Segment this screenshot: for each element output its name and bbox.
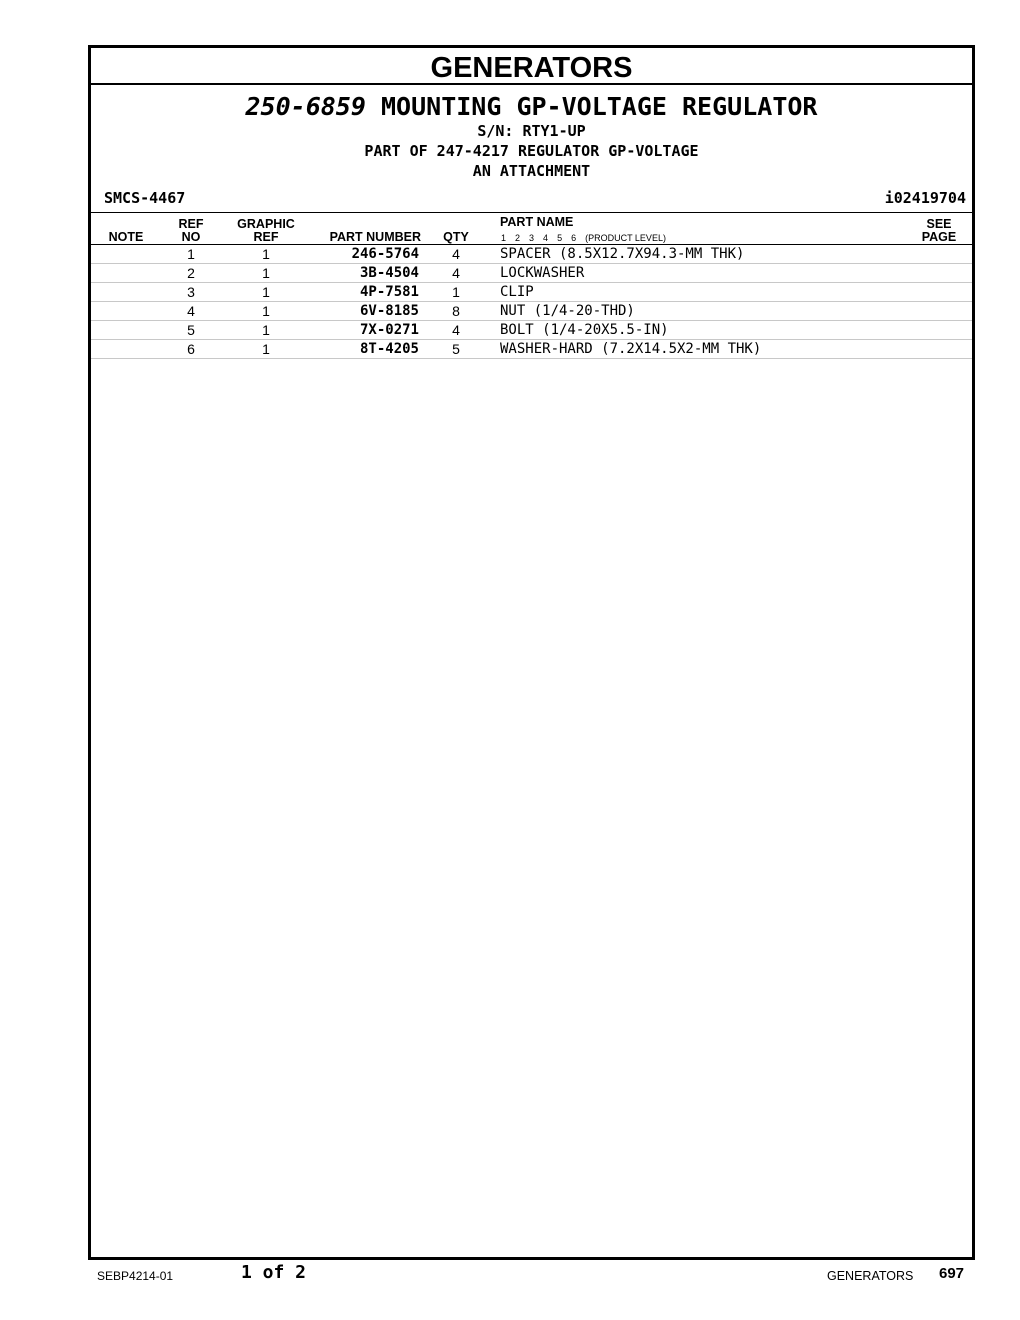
header-see-page: PAGE [921, 230, 957, 244]
table-row [91, 264, 972, 283]
part-name: LOCKWASHER [500, 265, 585, 281]
part-number: 8T-4205 [359, 341, 419, 357]
footer-page-number: 697 [939, 1265, 965, 1282]
ref-no: 2 [187, 265, 195, 281]
footer-page-of: 1 of 2 [241, 1262, 307, 1283]
group-number: 250-6859 [245, 92, 366, 121]
table-row [91, 283, 972, 302]
product-level-2: 2 [515, 233, 521, 243]
part-number: 3B-4504 [359, 265, 419, 281]
header-part-name: PART NAME [500, 215, 574, 229]
product-level-5: 5 [557, 233, 563, 243]
table-row [91, 321, 972, 340]
section-title: GENERATORS [430, 52, 633, 84]
part-number: 246-5764 [351, 246, 419, 262]
group-name: MOUNTING GP-VOLTAGE REGULATOR [380, 92, 818, 121]
header-graphic: GRAPHIC [237, 217, 295, 231]
table-row [91, 340, 972, 359]
quantity: 1 [452, 284, 460, 300]
graphic-ref: 1 [262, 246, 270, 262]
quantity: 8 [452, 303, 460, 319]
part-name: WASHER-HARD (7.2X14.5X2-MM THK) [500, 341, 762, 357]
graphic-ref: 1 [262, 265, 270, 281]
product-level-label: (PRODUCT LEVEL) [585, 233, 666, 243]
part-name: BOLT (1/4-20X5.5-IN) [500, 322, 669, 338]
ref-no: 6 [187, 341, 195, 357]
graphic-ref: 1 [262, 303, 270, 319]
divider [91, 212, 972, 213]
header-graphic-ref: REF [253, 230, 279, 244]
part-name: CLIP [500, 284, 534, 300]
product-level-1: 1 [501, 233, 507, 243]
ref-no: 4 [187, 303, 195, 319]
page-frame [88, 45, 975, 1260]
product-level-6: 6 [571, 233, 577, 243]
part-name: NUT (1/4-20-THD) [500, 303, 635, 319]
header-see: SEE [926, 217, 952, 231]
serial-number: S/N: RTY1-UP [477, 122, 586, 140]
parts-table [91, 245, 972, 359]
product-levels [501, 233, 675, 244]
quantity: 4 [452, 265, 460, 281]
product-level-3: 3 [529, 233, 535, 243]
ref-no: 1 [187, 246, 195, 262]
footer-section: GENERATORS [827, 1269, 914, 1283]
part-number: 6V-8185 [359, 303, 419, 319]
footer-document-number: SEBP4214-01 [97, 1269, 174, 1283]
table-row [91, 245, 972, 264]
smcs-code: SMCS-4467 [104, 189, 186, 207]
group-heading [91, 90, 972, 124]
header-part-number: PART NUMBER [329, 230, 421, 244]
attachment-line: AN ATTACHMENT [472, 162, 591, 180]
ref-no: 5 [187, 322, 195, 338]
quantity: 4 [452, 246, 460, 262]
illustration-id: i02419704 [884, 189, 966, 207]
part-name: SPACER (8.5X12.7X94.3-MM THK) [500, 246, 745, 262]
header-qty: QTY [443, 230, 469, 244]
graphic-ref: 1 [262, 322, 270, 338]
part-of-line: PART OF 247-4217 REGULATOR GP-VOLTAGE [364, 142, 699, 160]
graphic-ref: 1 [262, 284, 270, 300]
header-ref-no: NO [181, 230, 201, 244]
quantity: 5 [452, 341, 460, 357]
product-level-4: 4 [543, 233, 549, 243]
graphic-ref: 1 [262, 341, 270, 357]
header-ref: REF [178, 217, 204, 231]
table-row [91, 302, 972, 321]
quantity: 4 [452, 322, 460, 338]
divider [91, 83, 972, 85]
part-number: 7X-0271 [359, 322, 419, 338]
part-number: 4P-7581 [359, 284, 419, 300]
header-note: NOTE [108, 230, 144, 244]
ref-no: 3 [187, 284, 195, 300]
